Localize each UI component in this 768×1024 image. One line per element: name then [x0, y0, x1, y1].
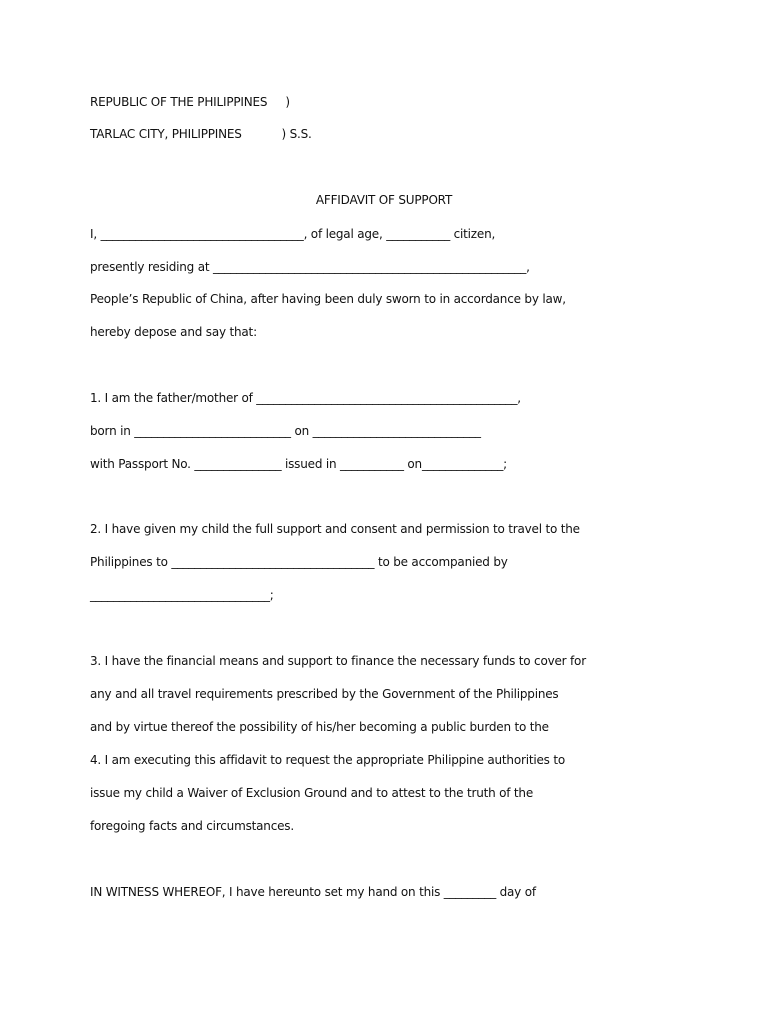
clause-3-line: 3. I have the financial means and support to finance the necessary funds to cover for [90, 654, 586, 668]
clause-3-line: and by virtue thereof the possibility of his/her becoming a public burden to the [90, 720, 549, 734]
clause-1-line: born in ___________________________ on _____________________________ [90, 424, 481, 438]
venue-republic: REPUBLIC OF THE PHILIPPINES ) [90, 95, 290, 109]
clause-4-line: 4. I am executing this affidavit to request the appropriate Philippine authorities to [90, 753, 565, 767]
venue-city: TARLAC CITY, PHILIPPINES ) S.S. [90, 127, 312, 141]
clause-2-line: _______________________________; [90, 588, 274, 602]
document-title: AFFIDAVIT OF SUPPORT [315, 193, 453, 207]
intro-line: People’s Republic of China, after having been duly sworn to in accordance by law, [90, 292, 566, 306]
clause-1-line: 1. I am the father/mother of _____________________________________________, [90, 391, 521, 405]
intro-line: presently residing at ______________________________________________________, [90, 260, 530, 274]
clause-1-line: with Passport No. _______________ issued in ___________ on______________; [90, 457, 508, 471]
clause-2-line: Philippines to ___________________________________ to be accompanied by [90, 555, 508, 569]
clause-4-line: issue my child a Waiver of Exclusion Ground and to attest to the truth of the [90, 786, 534, 800]
intro-line: hereby depose and say that: [90, 325, 257, 339]
clause-4-line: foregoing facts and circumstances. [90, 819, 294, 833]
intro-line: I, ___________________________________, of legal age, ___________ citizen, [90, 227, 496, 241]
clause-3-line: any and all travel requirements prescribed by the Government of the Philippines [90, 687, 559, 701]
witness-line: IN WITNESS WHEREOF, I have hereunto set my hand on this _________ day of [90, 885, 536, 899]
clause-2-line: 2. I have given my child the full support and consent and permission to travel to the [90, 522, 580, 536]
